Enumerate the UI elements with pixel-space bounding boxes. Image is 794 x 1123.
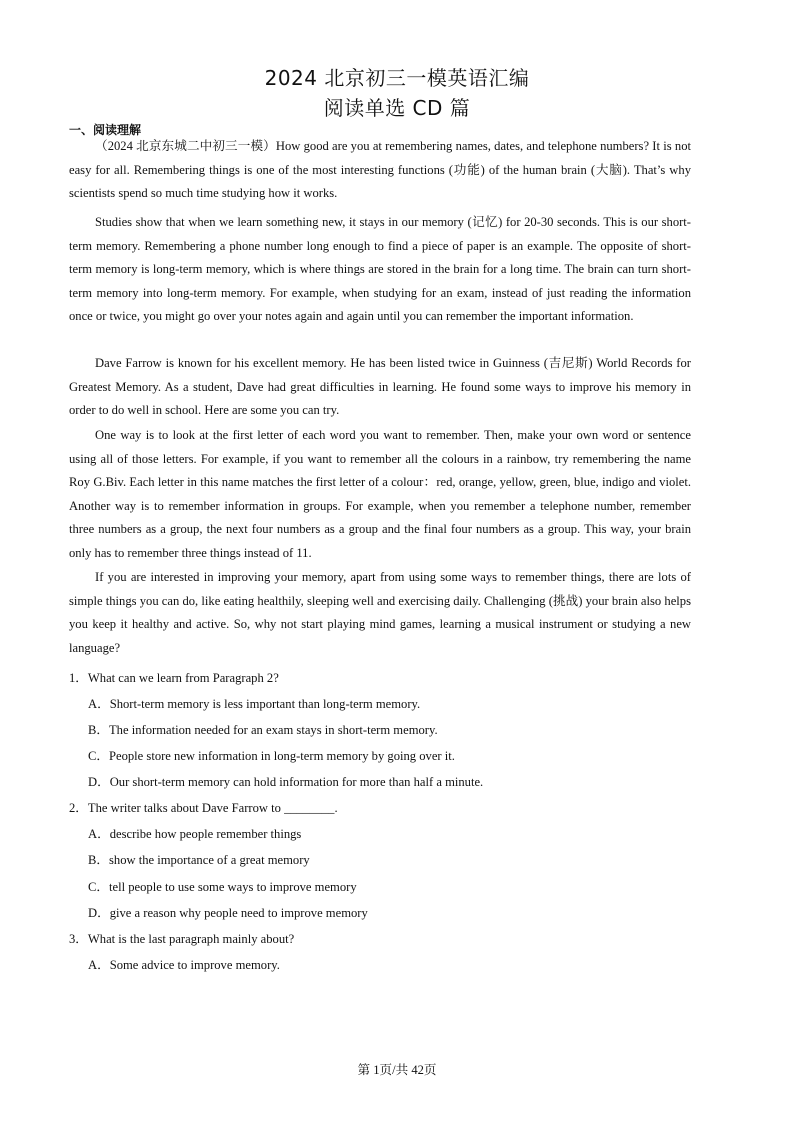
passage-paragraph-1: （2024 北京东城二中初三一模）How good are you at remembering names, dates, and telephone numbers? It is not easy for all. Remembering things is one of the most interesting functions (功能) of the human brain (大脑). That’s why scientists spend so much time studying how it works. <box>69 139 691 201</box>
question-3-stem: 3．What is the last paragraph mainly about? <box>69 932 295 946</box>
question-2-option-c[interactable]: C．tell people to use some ways to improve memory <box>88 880 357 894</box>
passage-paragraph-2: Studies show that when we learn something new, it stays in our memory (记忆) for 20-30 seconds. This is our short-term memory. Remembering a phone number long enough to find a piece of paper is an example. The opposite of short-term memory is long-term memory, which is where things are stored in the brain for a long time. The brain can turn short-term memory into long-term memory. For example, when studying for an exam, instead of just reading the information once or twice, you might go over your notes again and again until you can remember the important information. <box>69 215 691 324</box>
question-1-option-c[interactable]: C．People store new information in long-term memory by going over it. <box>88 749 455 763</box>
section-heading: 一、阅读理解 <box>69 123 142 137</box>
passage-paragraph-5: If you are interested in improving your memory, apart from using some ways to remember things, there are lots of simple things you can do, like eating healthily, sleeping well and exercising daily. Challenging (挑战) your brain also helps you keep it healthy and active. So, why not start playing mind games, learning a musical instrument or studying a new language? <box>69 570 691 655</box>
page-number: 第 1页/共 42页 <box>357 1063 437 1077</box>
question-3-option-a[interactable]: A．Some advice to improve memory. <box>88 958 280 972</box>
document-title: 2024 北京初三一模英语汇编 <box>264 66 530 90</box>
question-1-stem: 1．What can we learn from Paragraph 2? <box>69 671 279 685</box>
question-1-option-a[interactable]: A．Short-term memory is less important than long-term memory. <box>88 697 421 711</box>
question-2-stem: 2．The writer talks about Dave Farrow to ________. <box>69 801 338 815</box>
passage-paragraph-3: Dave Farrow is known for his excellent memory. He has been listed twice in Guinness (吉尼斯) World Records for Greatest Memory. As a student, Dave had great difficulties in learning. He found some ways to improve his memory in order to do well in school. Here are some you can try. <box>69 356 691 418</box>
question-2-option-b[interactable]: B．show the importance of a great memory <box>88 853 310 867</box>
question-1-option-b[interactable]: B．The information needed for an exam stays in short-term memory. <box>88 723 438 737</box>
passage-paragraph-4: One way is to look at the first letter of each word you want to remember. Then, make your own word or sentence using all of those letters. For example, if you want to remember all the colours in a rainbow, try remembering the name Roy G.Biv. Each letter in this name matches the first letter of a colour：red, orange, yellow, green, blue, indigo and violet. Another way is to remember information in groups. For example, when you remember a telephone number, remember three numbers as a group, the next four numbers as a group and the final four numbers as a group. This way, your brain only has to remember three things instead of 11. <box>69 428 691 560</box>
document-subtitle: 阅读单选 CD 篇 <box>323 96 471 120</box>
question-1-option-d[interactable]: D．Our short-term memory can hold information for more than half a minute. <box>88 775 484 789</box>
question-2-option-d[interactable]: D．give a reason why people need to improve memory <box>88 906 368 920</box>
question-2-option-a[interactable]: A．describe how people remember things <box>88 827 302 841</box>
